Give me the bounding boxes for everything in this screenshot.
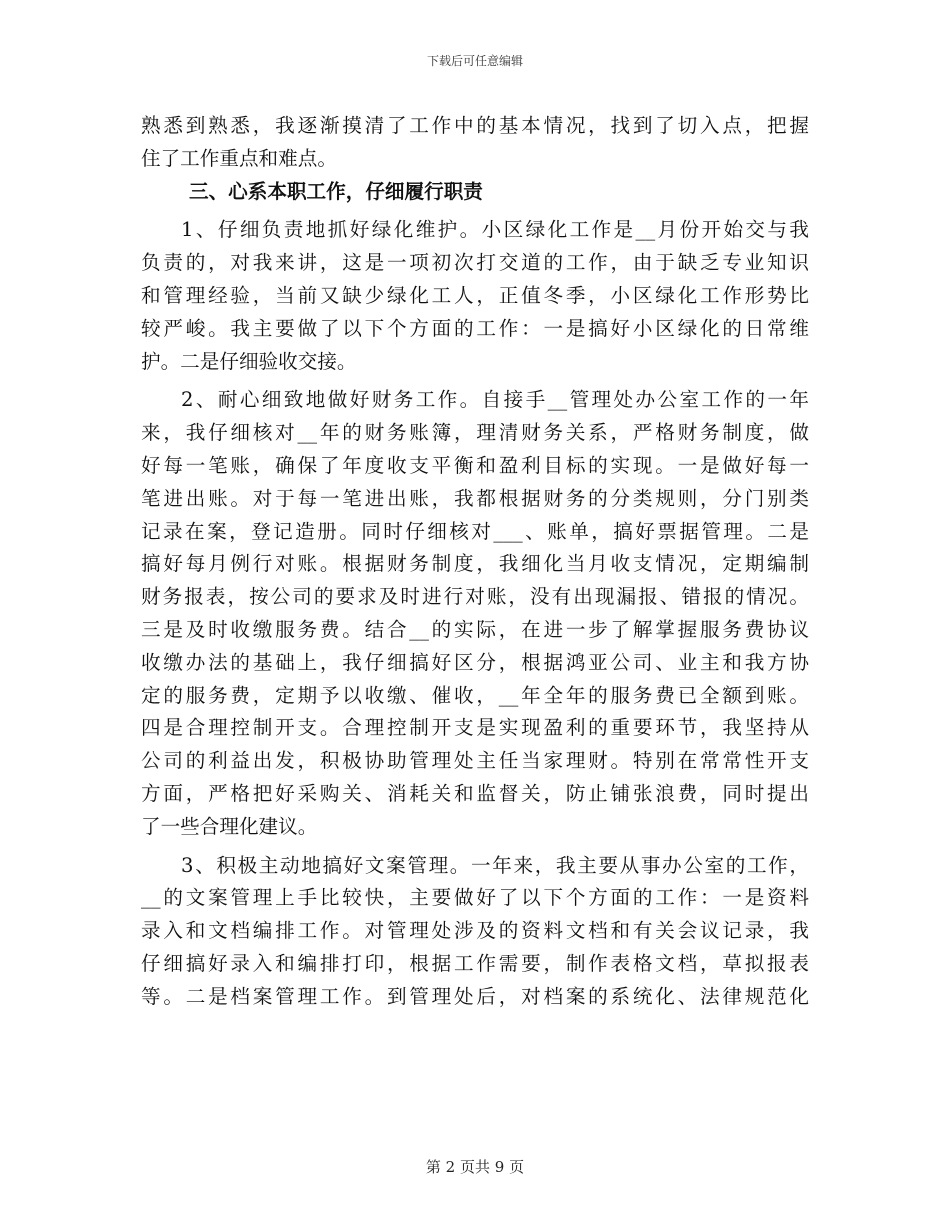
paragraph-line: 2、耐心细致地做好财务工作。自接手__管理处办公室工作的一年 [181, 388, 809, 412]
paragraph-line: 来，我仔细核对__年的财务账簿，理清财务关系，严格财务制度，做 [141, 421, 809, 445]
paragraph-line: 收缴办法的基础上，我仔细搞好区分，根据鸿亚公司、业主和我方协 [141, 650, 809, 674]
paragraph-line: 熟悉到熟悉，我逐渐摸清了工作中的基本情况，找到了切入点，把握 [141, 114, 809, 137]
paragraph-line: 录入和文档编排工作。对管理处涉及的资料文档和有关会议记录，我 [141, 919, 809, 943]
paragraph-line: 方面，严格把好采购关、消耗关和监督关，防止铺张浪费，同时提出 [141, 781, 809, 805]
paragraph-line: 了一些合理化建议。 [141, 814, 318, 838]
paragraph-line: __的文案管理上手比较快，主要做好了以下个方面的工作：一是资料 [141, 886, 809, 910]
paragraph-line: 较严峻。我主要做了以下个方面的工作：一是搞好小区绿化的日常维 [141, 316, 809, 340]
paragraph-line: 护。二是仔细验收交接。 [141, 349, 357, 373]
paragraph-line: 负责的，对我来讲，这是一项初次打交道的工作，由于缺乏专业知识 [141, 251, 809, 275]
paragraph-line: 仔细搞好录入和编排打印，根据工作需要，制作表格文档，草拟报表 [141, 951, 809, 975]
document-body [141, 110, 809, 1014]
page-header: 下载后可任意编辑 [426, 54, 523, 68]
paragraph-line: 公司的利益出发，积极协助管理处主任当家理财。特别在常常性开支 [141, 749, 809, 773]
paragraph-line: 住了工作重点和难点。 [141, 146, 337, 170]
paragraph-line: 和管理经验，当前又缺少绿化工人，正值冬季，小区绿化工作形势比 [141, 283, 809, 307]
paragraph-line: 好每一笔账，确保了年度收支平衡和盈利目标的实现。一是做好每一 [141, 453, 809, 477]
paragraph-line: 三是及时收缴服务费。结合__的实际，在进一步了解掌握服务费协议 [141, 617, 809, 641]
paragraph-line: 3、积极主动地搞好文案管理。一年来，我主要从事办公室的工作， [181, 853, 809, 877]
paragraph-line: 定的服务费，定期予以收缴、催收，__年全年的服务费已全额到账。 [141, 683, 809, 707]
paragraph-line: 财务报表，按公司的要求及时进行对账，没有出现漏报、错报的情况。 [141, 585, 809, 609]
paragraph-line: 1、仔细负责地抓好绿化维护。小区绿化工作是__月份开始交与我 [181, 218, 809, 242]
page-number-footer: 第 2 页共 9 页 [425, 1158, 525, 1176]
section-heading: 三、心系本职工作，仔细履行职责 [189, 179, 483, 203]
paragraph-line: 笔进出账。对于每一笔进出账，我都根据财务的分类规则，分门别类 [141, 486, 809, 510]
paragraph-line: 四是合理控制开支。合理控制开支是实现盈利的重要环节，我坚持从 [141, 716, 809, 740]
paragraph-line: 等。二是档案管理工作。到管理处后，对档案的系统化、法律规范化 [141, 984, 809, 1008]
paragraph-line: 搞好每月例行对账。根据财务制度，我细化当月收支情况，定期编制 [141, 552, 809, 576]
paragraph-line: 记录在案，登记造册。同时仔细核对___、账单，搞好票据管理。二是 [141, 519, 809, 543]
